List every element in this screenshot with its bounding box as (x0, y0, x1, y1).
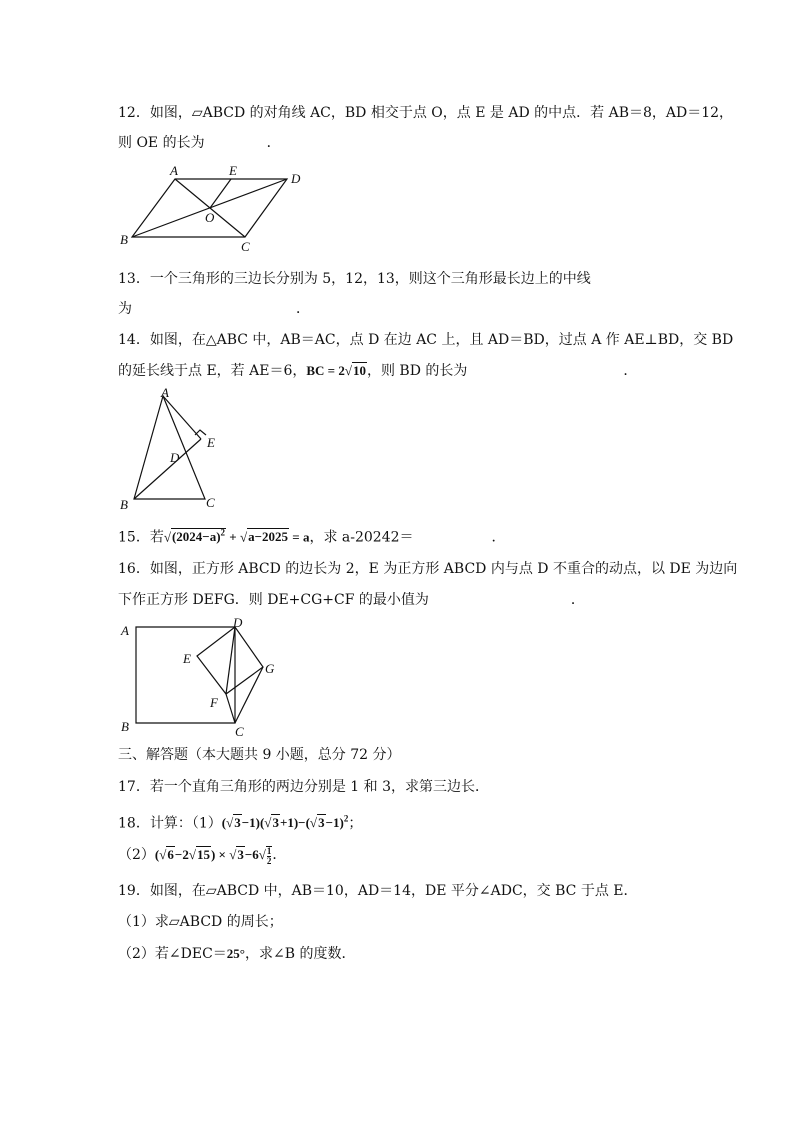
segment-c-f (226, 694, 235, 723)
q19-part1: （1）求▱ABCD 的周长； (118, 914, 283, 930)
q13-period: ． (296, 301, 310, 317)
q16-square-figure (115, 615, 285, 740)
q16-line2-text: 下作正方形 DEFG．则 DE+CG+CF 的最小值为 (118, 592, 429, 608)
q18-text-pre: 18．计算：（1） (118, 815, 222, 832)
q12-line2 (118, 134, 281, 152)
q14-line2-text: 的延长线于点 E，若 AE＝6， (118, 363, 307, 379)
sqrt-icon: √ (159, 847, 167, 862)
q14-line1: 14．如图，在△ABC 中，AB＝AC，点 D 在边 AC 上，且 AD＝BD，过点 A 作 AE⊥BD，交 BD (118, 332, 734, 348)
label-g: G (265, 661, 275, 676)
q15-radicand-1 (171, 528, 226, 544)
label-b: B (120, 497, 128, 512)
q18-radicand: 6 (167, 847, 174, 862)
q13-line2 (118, 300, 310, 318)
q18-radicand: 3 (237, 847, 244, 862)
segment-d-f (226, 627, 235, 694)
sqrt-icon: √ (226, 815, 234, 831)
q14-line2 (118, 362, 637, 380)
q19-part2-post: ，求∠B 的度数． (245, 946, 356, 962)
q15-equation (164, 528, 310, 544)
q15-radicand-2: a−2025 (248, 529, 289, 545)
segment-b-e (134, 439, 201, 499)
triangle-abc (134, 396, 205, 499)
sqrt-icon: √ (229, 847, 237, 862)
q15-exponent: 2 (220, 528, 226, 538)
sqrt-icon: √ (264, 815, 272, 831)
label-a: A (161, 385, 169, 400)
segment-c-g (235, 667, 263, 723)
label-a: A (170, 163, 178, 178)
q18-part: −1) (325, 815, 344, 831)
q12-line2-text: 则 OE 的长为 (118, 135, 205, 151)
q18-paren: ( (154, 847, 160, 862)
q18-end2: ． (272, 847, 287, 863)
sqrt-icon: √ (188, 847, 196, 862)
sqrt-icon: √ (163, 529, 171, 545)
label-c: C (241, 239, 250, 254)
q14-bc-radicand: 10 (352, 363, 366, 378)
label-d: D (233, 615, 243, 630)
q15-period: ． (491, 529, 506, 546)
q14-period: ． (623, 363, 638, 379)
q18-line1 (118, 810, 362, 832)
segment-a-e (163, 396, 201, 439)
q18-radicand: 3 (272, 815, 279, 831)
q14-bc-expression (306, 362, 367, 378)
q18-part: ) × (210, 847, 230, 862)
q13-line2-text: 为 (118, 301, 132, 317)
q15-equals-a: = a (289, 529, 310, 545)
q19-part2 (118, 945, 355, 963)
label-e: E (229, 163, 237, 178)
label-e: E (207, 435, 215, 450)
label-c: C (206, 495, 215, 510)
q19-line1: 19．如图，在▱ABCD 中，AB＝10，AD＝14，DE 平分∠ADC，交 BC 于点 E． (118, 883, 638, 899)
q15-plus: + (226, 529, 240, 545)
q18-radicand: 15 (196, 847, 210, 862)
q18-end1: ； (348, 815, 363, 832)
q17-line: 17．若一个直角三角形的两边分别是 1 和 3，求第三边长． (118, 779, 489, 795)
q18-expression-1 (222, 815, 349, 830)
q18-part: +1)−( (279, 815, 310, 831)
q14-bc-label: BC = 2 (306, 363, 345, 378)
square-abcd (136, 627, 235, 723)
q16-line1: 16．如图，正方形 ABCD 的边长为 2，E 为正方形 ABCD 内与点 D 不重合的动点，以 DE 为边向 (118, 561, 738, 577)
q19-angle-value: 25° (226, 946, 245, 961)
label-o: O (205, 210, 215, 225)
q18-radicand: 3 (234, 815, 241, 831)
q12-period: ． (266, 135, 281, 151)
q18-exponent: 2 (343, 814, 349, 824)
q14-triangle-figure (115, 385, 230, 513)
q15-text-pre: 15．若 (118, 529, 164, 546)
q15-text-mid: ，求 a-20242＝ (309, 529, 414, 546)
label-d: D (170, 450, 180, 465)
q18-part: −1)( (241, 815, 265, 831)
q13-line1: 13．一个三角形的三边长分别为 5，12，13，则这个三角形最长边上的中线 (118, 271, 591, 287)
sqrt-icon: √ (258, 847, 266, 862)
q18-expression-2 (154, 846, 273, 867)
sqrt-icon: √ (239, 529, 248, 545)
q18-part: −2 (174, 847, 189, 862)
q18-fraction-denominator: 2 (266, 856, 272, 867)
q16-line2 (118, 591, 585, 609)
q15-line (118, 524, 506, 546)
section-heading: 三、解答题（本大题共 9 小题，总分 72 分） (118, 747, 401, 763)
label-b: B (120, 232, 128, 247)
q18-part: −6 (244, 847, 259, 862)
label-c: C (235, 724, 244, 739)
label-a: A (121, 623, 129, 638)
q15-radicand-1-base: (2024−a) (171, 529, 221, 545)
q19-part2-pre: （2）若∠DEC＝ (118, 946, 227, 962)
label-e: E (183, 651, 191, 666)
sqrt-icon: √ (309, 815, 318, 831)
q18-paren: ( (221, 815, 227, 831)
q18-radicand: 3 (318, 815, 325, 831)
diagonal-bd (132, 179, 287, 237)
label-f: F (210, 695, 218, 710)
q14-line2-mid: ，则 BD 的长为 (366, 363, 468, 379)
q12-line1: 12．如图，▱ABCD 的对角线 AC，BD 相交于点 O，点 E 是 AD 的中点．若 AB＝8，AD＝12， (118, 105, 734, 121)
q18-text-pre2: （2） (118, 847, 155, 863)
sqrt-icon: √ (344, 363, 352, 378)
q16-period: ． (570, 592, 585, 608)
label-b: B (121, 719, 129, 734)
label-d: D (291, 171, 301, 186)
q12-parallelogram-figure (115, 160, 315, 255)
q18-fraction-numerator: 1 (266, 846, 272, 857)
q18-line2 (118, 846, 286, 866)
